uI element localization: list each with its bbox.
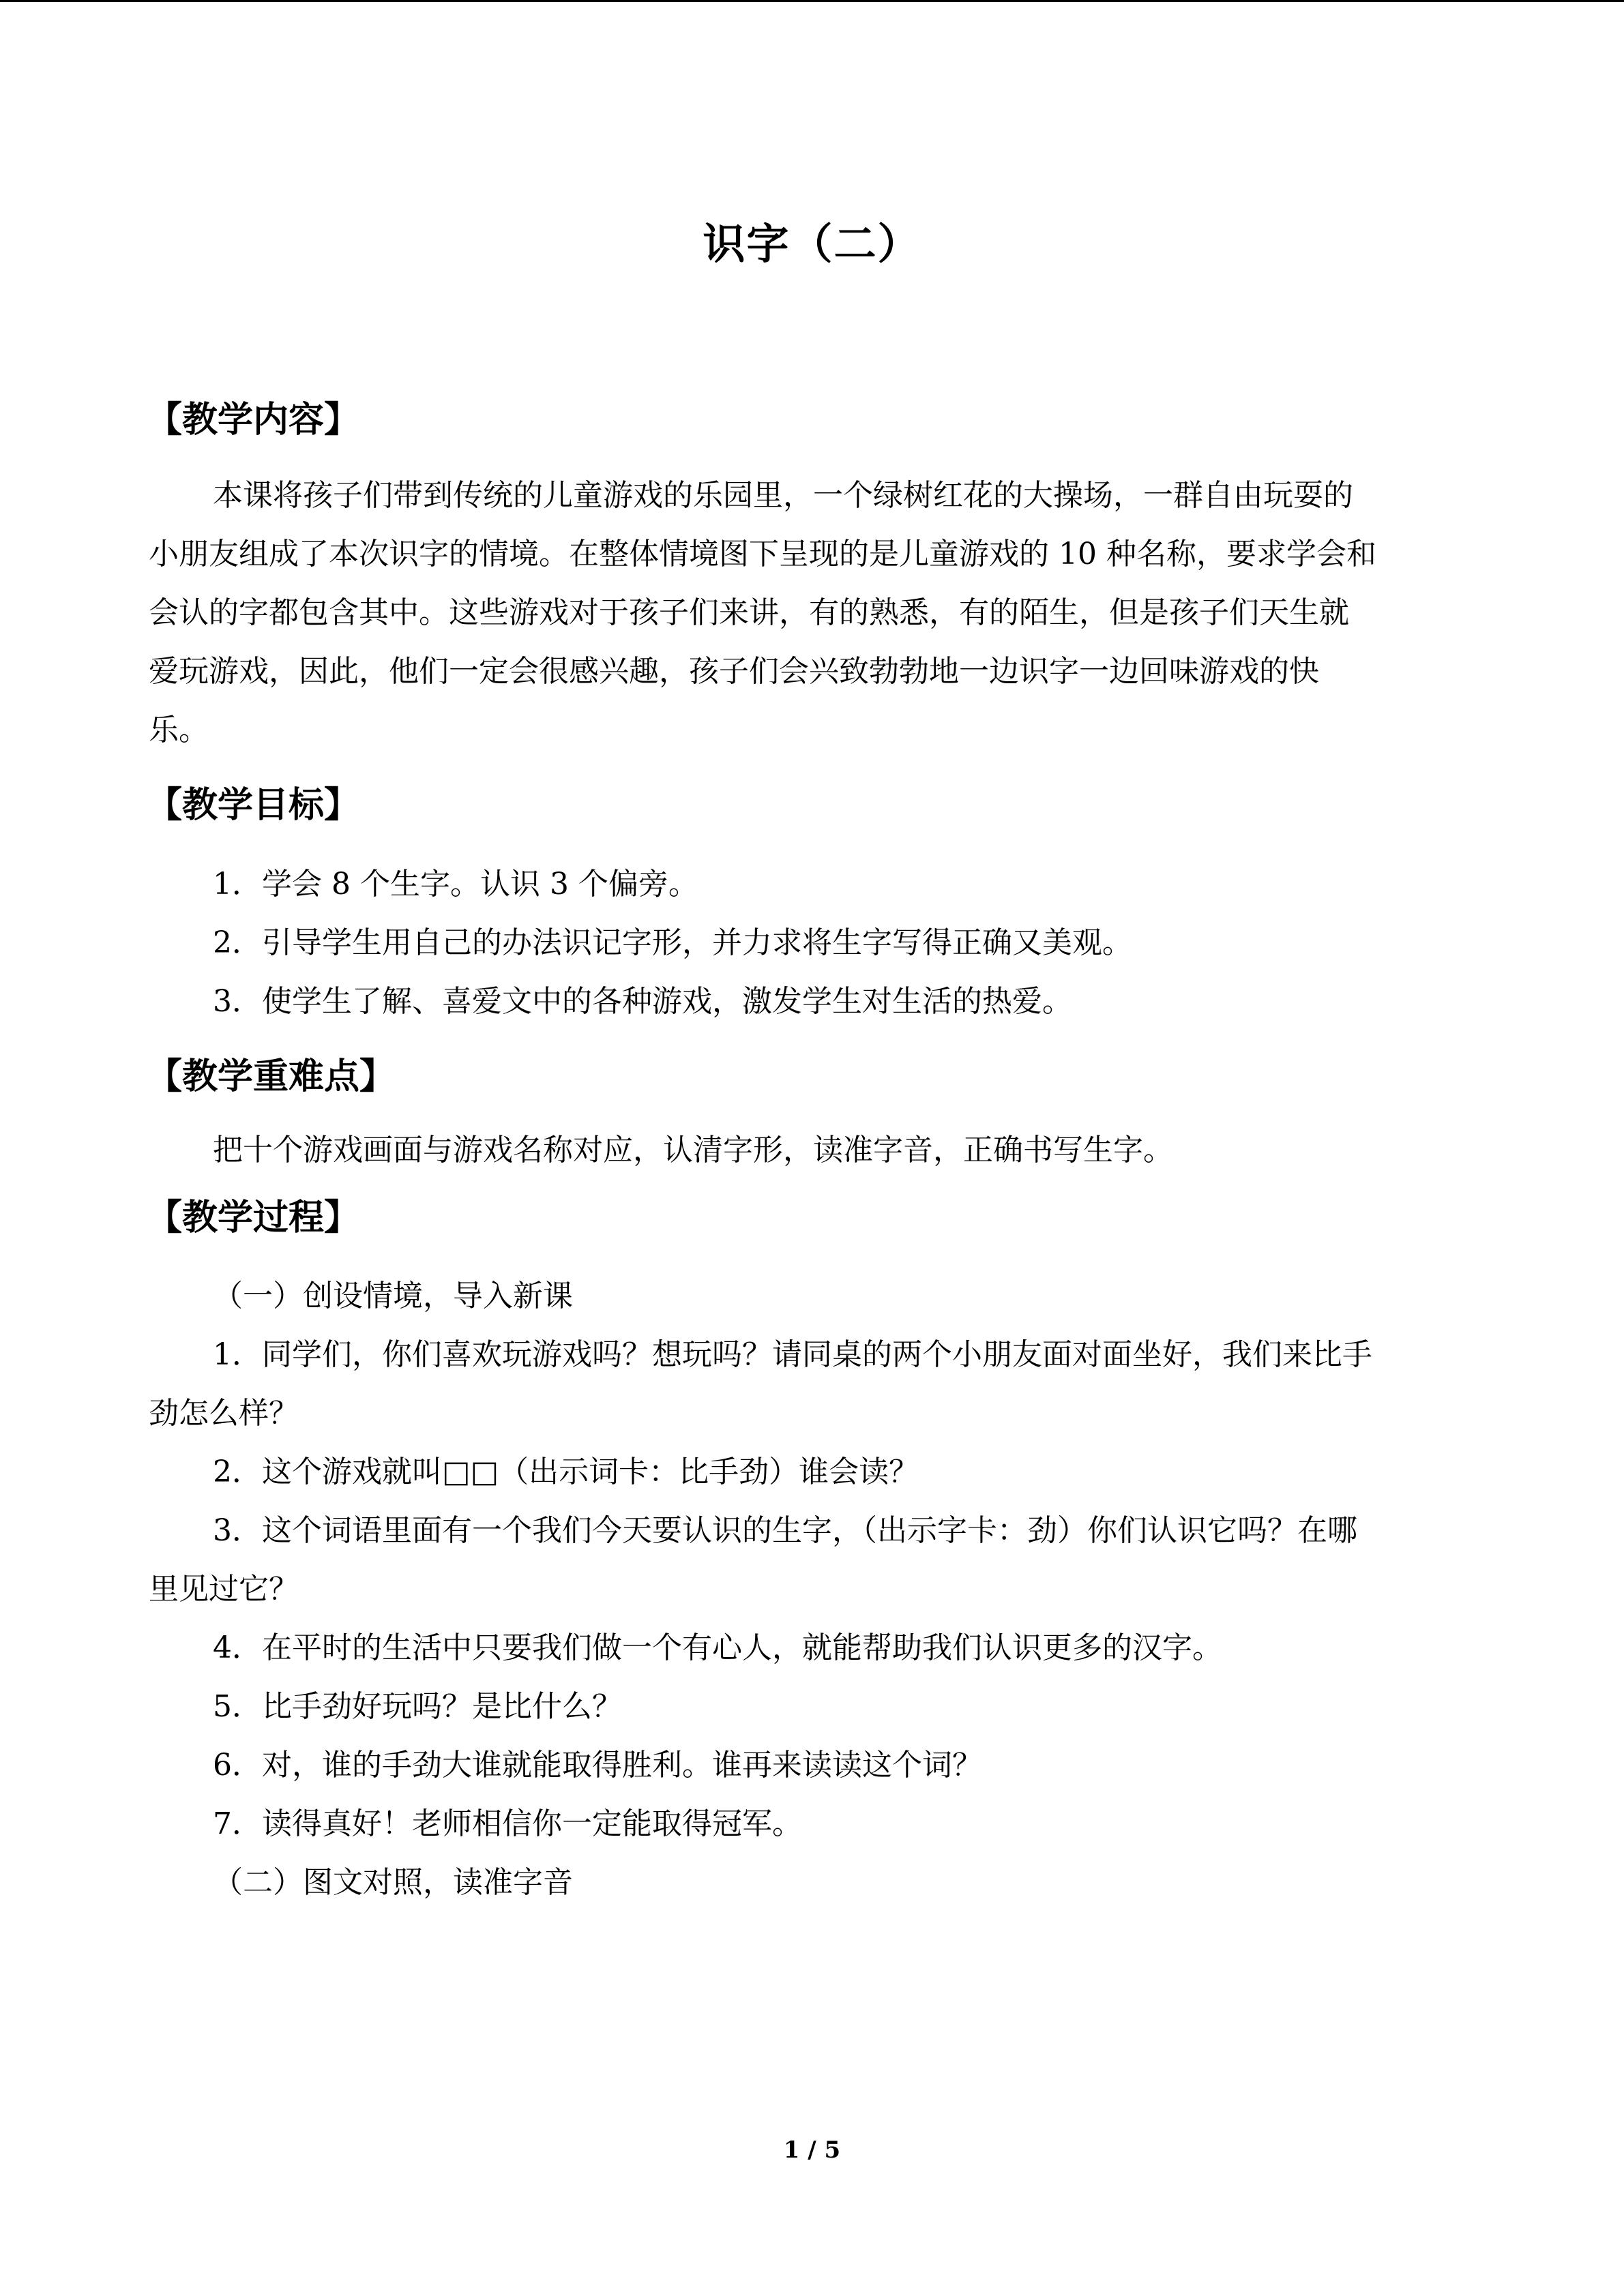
process-line: 7．读得真好！老师相信你一定能取得冠军。: [213, 1806, 802, 1841]
content-line: 爱玩游戏，因此，他们一定会很感兴趣，孩子们会兴致勃勃地一边识字一边回味游戏的快: [149, 654, 1319, 689]
content-line: 乐。: [149, 713, 209, 747]
process-line: 4．在平时的生活中只要我们做一个有心人，就能帮助我们认识更多的汉字。: [213, 1630, 1222, 1665]
heading-key-points: 【教学重难点】: [147, 1056, 396, 1097]
process-line: 2．这个游戏就叫□□（出示词卡：比手劲）谁会读？: [213, 1455, 919, 1489]
page-title: 识字（二）: [703, 219, 921, 269]
content-line: 小朋友组成了本次识字的情境。在整体情境图下呈现的是儿童游戏的 10 种名称，要求学会和: [149, 537, 1376, 571]
goal-item: 3．使学生了解、喜爱文中的各种游戏，激发学生对生活的热爱。: [213, 984, 1072, 1019]
process-part-title: （一）创设情境，导入新课: [213, 1279, 573, 1313]
key-points-text: 把十个游戏画面与游戏名称对应，认清字形，读准字音，正确书写生字。: [213, 1133, 1173, 1167]
process-line: 3．这个词语里面有一个我们今天要认识的生字，（出示字卡：劲）你们认识它吗？在哪: [213, 1513, 1357, 1548]
process-part-title: （二）图文对照，读准字音: [213, 1865, 573, 1900]
process-line: 1．同学们，你们喜欢玩游戏吗？想玩吗？请同桌的两个小朋友面对面坐好，我们来比手: [213, 1337, 1372, 1372]
heading-teaching-content: 【教学内容】: [147, 399, 360, 441]
page-number: 1 / 5: [783, 2136, 841, 2164]
process-line: 5．比手劲好玩吗？是比什么？: [213, 1689, 622, 1724]
heading-teaching-process: 【教学过程】: [147, 1197, 360, 1238]
process-line: 劲怎么样？: [149, 1396, 299, 1431]
goal-item: 1．学会 8 个生字。认识 3 个偏旁。: [213, 867, 698, 901]
process-line: 6．对，谁的手劲大谁就能取得胜利。谁再来读读这个词？: [213, 1748, 982, 1783]
content-line: 本课将孩子们带到传统的儿童游戏的乐园里，一个绿树红花的大操场，一群自由玩耍的: [213, 478, 1353, 513]
content-line: 会认的字都包含其中。这些游戏对于孩子们来讲，有的熟悉，有的陌生，但是孩子们天生就: [149, 595, 1349, 630]
goal-item: 2．引导学生用自己的办法识记字形，并力求将生字写得正确又美观。: [213, 925, 1132, 960]
process-line: 里见过它？: [149, 1572, 299, 1607]
heading-teaching-goals: 【教学目标】: [147, 784, 360, 826]
